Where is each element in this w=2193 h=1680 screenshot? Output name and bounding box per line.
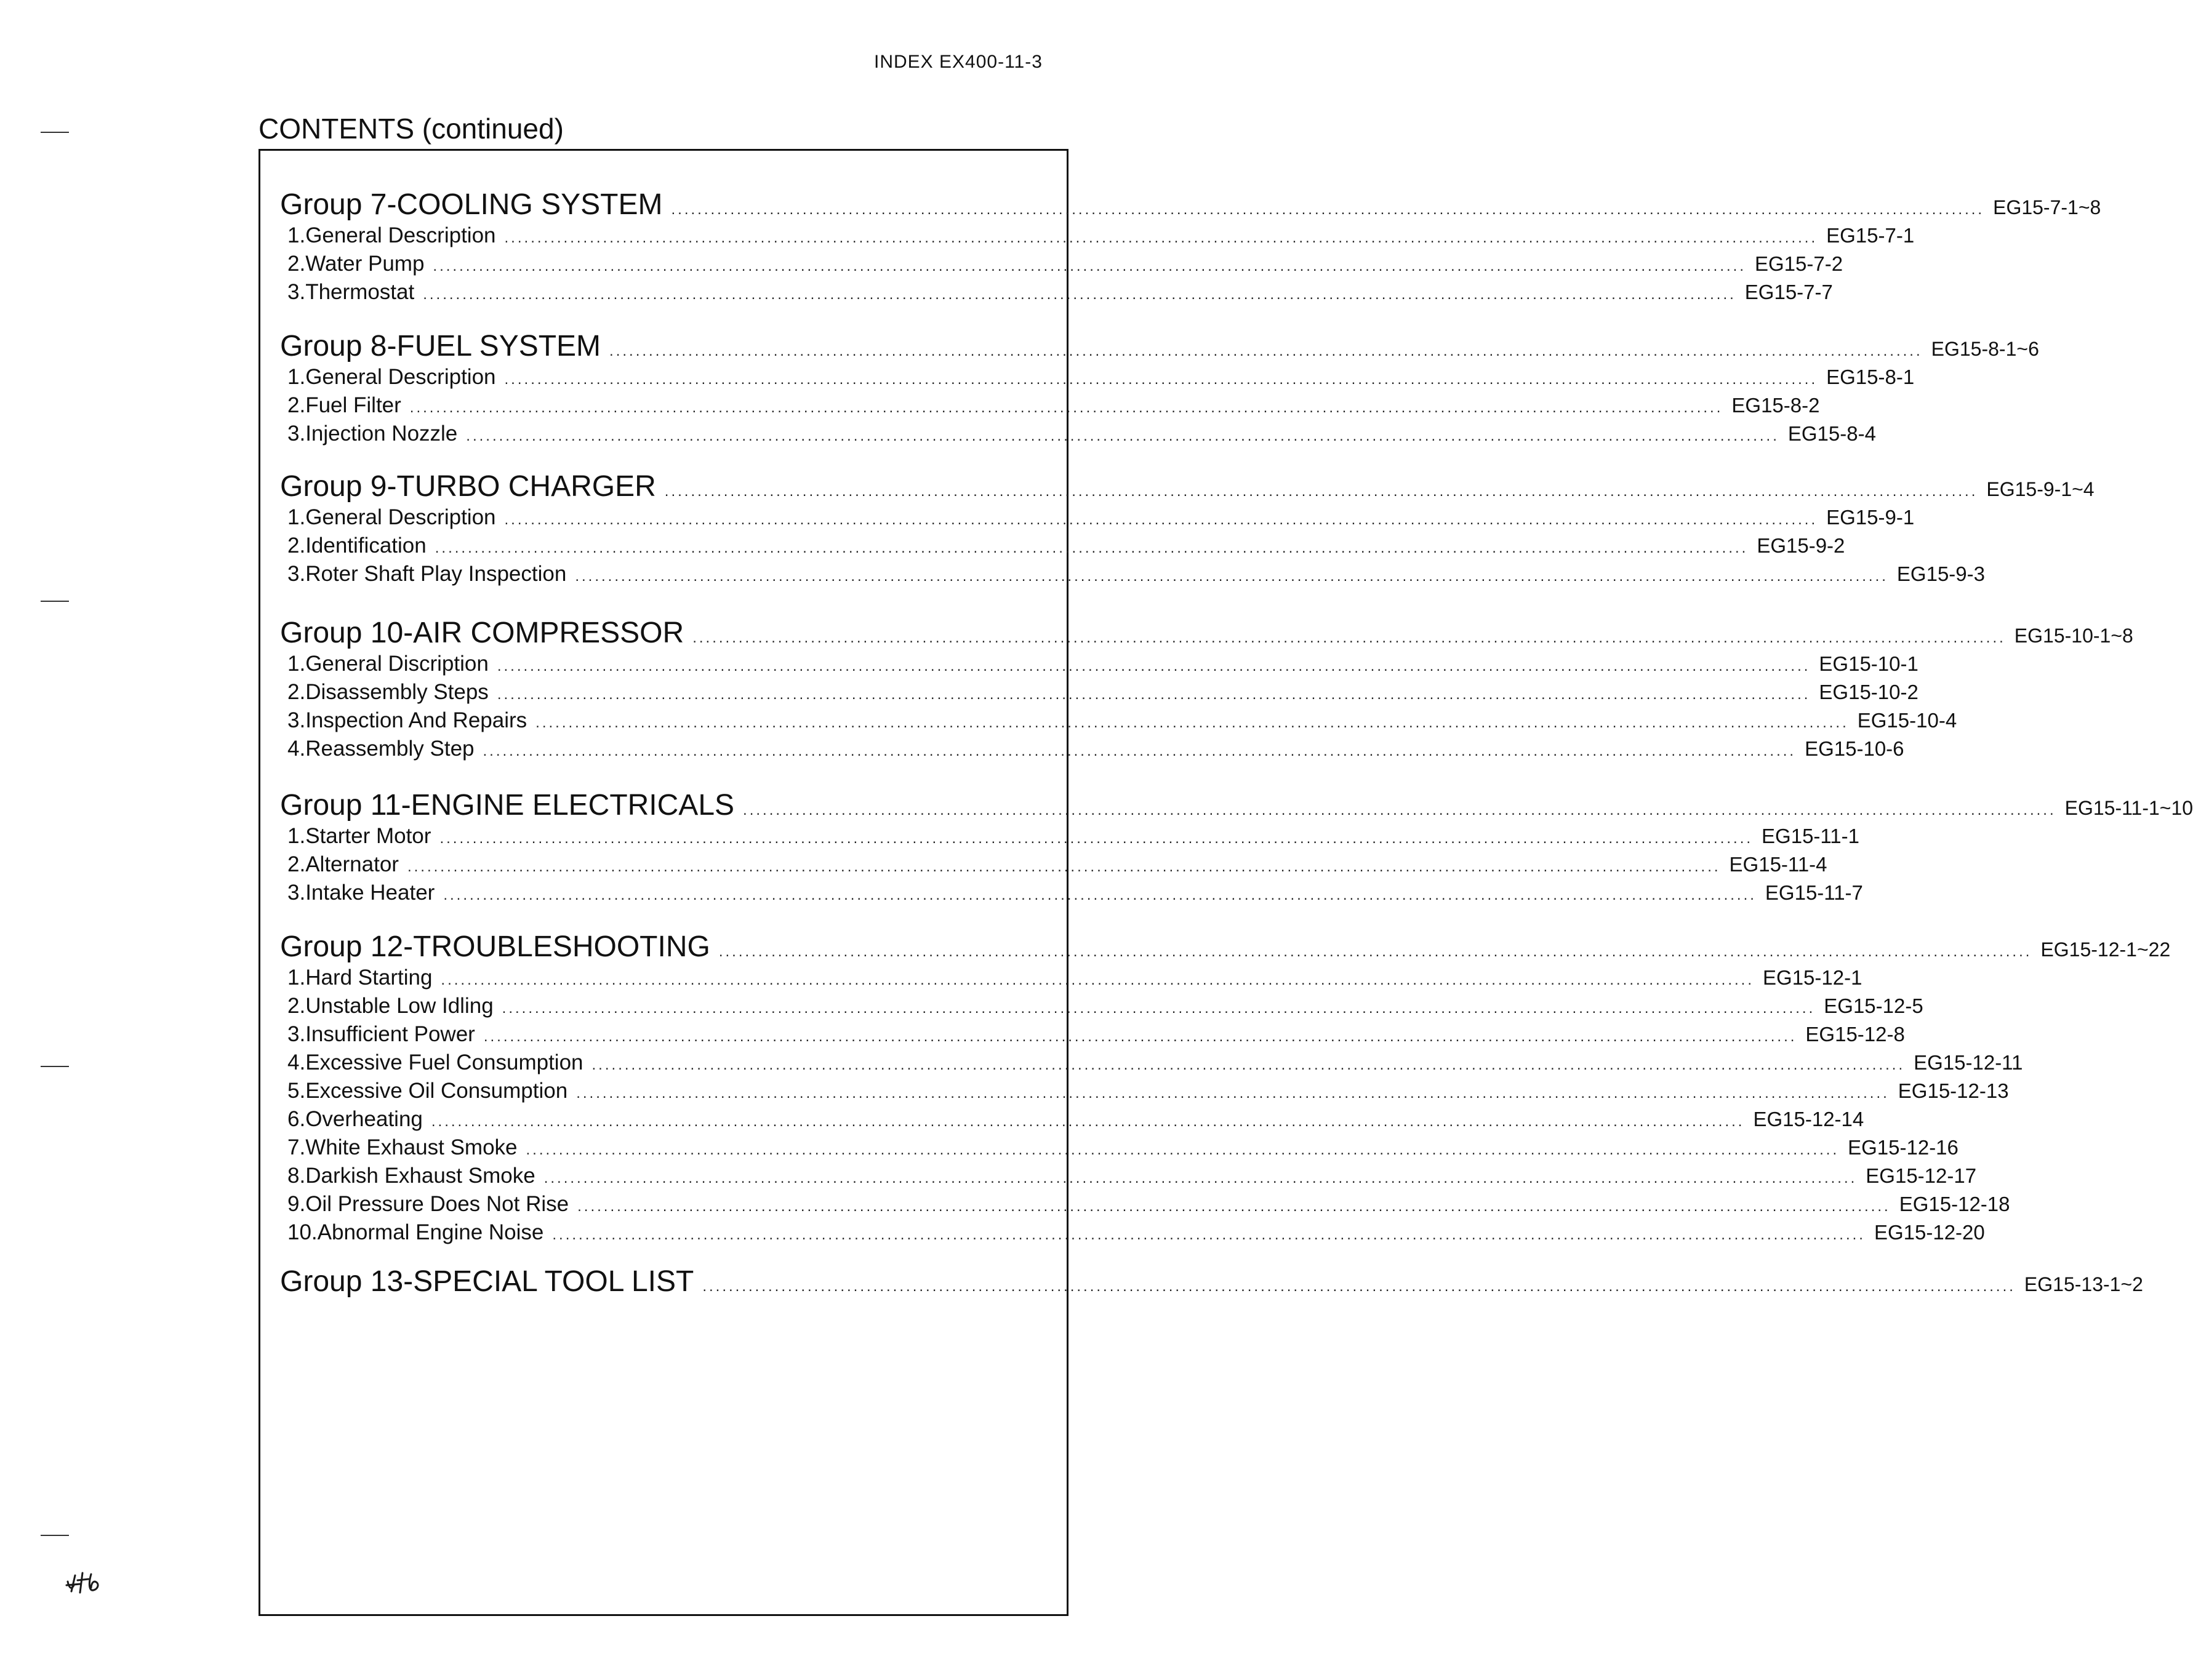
dot-leader: ........................................................................................................................................................................................................ (609, 343, 1923, 359)
item-page: EG15-12-18 (1899, 1193, 2010, 1215)
item-number: 2. (287, 393, 306, 417)
item-label: Disassembly Steps (305, 680, 489, 704)
item-label: General Description (305, 223, 496, 247)
group-heading[interactable] (280, 930, 2171, 966)
dot-leader: ........................................................................................................................................................................................................ (431, 1113, 1745, 1130)
item-number: 2. (287, 994, 306, 1018)
group-page-range: EG15-11-1~10 (2064, 797, 2193, 819)
dot-leader: ........................................................................................................................................................................................................ (671, 201, 1985, 218)
item-page: EG15-12-13 (1898, 1079, 2009, 1102)
item-number: 5. (287, 1079, 306, 1103)
toc-item[interactable] (280, 1220, 1985, 1249)
item-number: 3. (287, 280, 306, 304)
item-label: Intake Heater (305, 881, 435, 905)
toc-item[interactable] (280, 737, 1904, 765)
toc-item[interactable] (280, 534, 1845, 562)
toc-item[interactable] (280, 1022, 1905, 1050)
dot-leader: ........................................................................................................................................................................................................ (718, 943, 2032, 960)
item-page: EG15-9-1 (1826, 506, 1915, 529)
item-page: EG15-9-3 (1896, 562, 1985, 585)
dot-leader: ........................................................................................................................................................................................................ (591, 1057, 1906, 1073)
toc-item[interactable] (280, 1050, 2023, 1079)
item-label: Excessive Oil Consumption (305, 1079, 568, 1103)
item-number: 1. (287, 966, 306, 990)
toc-item[interactable] (280, 505, 1915, 534)
group-title: Group 12-TROUBLESHOOTING (280, 930, 710, 963)
dot-leader: ........................................................................................................................................................................................................ (552, 1226, 1866, 1243)
item-number: 7. (287, 1135, 306, 1159)
item-page: EG15-12-8 (1805, 1023, 1905, 1046)
group-title: Group 10-AIR COMPRESSOR (280, 617, 684, 649)
dot-leader: ........................................................................................................................................................................................................ (497, 686, 1811, 703)
dot-leader: ........................................................................................................................................................................................................ (443, 887, 1757, 903)
toc-item[interactable] (280, 365, 1915, 393)
dot-leader: ........................................................................................................................................................................................................ (439, 830, 1754, 847)
item-number: 6. (287, 1107, 306, 1131)
item-number: 3. (287, 562, 306, 586)
item-number: 2. (287, 852, 306, 876)
toc-item[interactable] (280, 1107, 1864, 1135)
dot-leader: ........................................................................................................................................................................................................ (497, 658, 1811, 674)
dot-leader: ........................................................................................................................................................................................................ (504, 230, 1818, 246)
toc-item[interactable] (280, 824, 1860, 852)
item-label: Inspection And Repairs (305, 708, 527, 732)
item-label: General Description (305, 505, 496, 529)
item-number: 3. (287, 881, 306, 905)
item-number: 2. (287, 680, 306, 704)
item-number: 2. (287, 252, 306, 276)
item-label: Injection Nozzle (305, 422, 458, 446)
item-number: 9. (287, 1192, 306, 1216)
toc-item[interactable] (280, 680, 1918, 708)
item-label: Insufficient Power (305, 1022, 475, 1046)
toc-item[interactable] (280, 562, 1985, 590)
toc-group-special-tool-list (280, 1265, 2143, 1300)
toc-item[interactable] (280, 393, 1820, 422)
item-label: Oil Pressure Does Not Rise (305, 1192, 569, 1216)
dot-leader: ........................................................................................................................................................................................................ (407, 858, 1721, 875)
item-page: EG15-12-17 (1866, 1164, 1977, 1187)
margin-mark (41, 1535, 69, 1536)
dot-leader: ........................................................................................................................................................................................................ (435, 540, 1749, 556)
page-index-label: INDEX EX400-11-3 (874, 52, 1043, 72)
item-number: 2. (287, 534, 306, 558)
item-number: 3. (287, 422, 306, 446)
item-page: EG15-11-1 (1762, 825, 1860, 847)
item-page: EG15-9-2 (1757, 534, 1845, 557)
dot-leader: ........................................................................................................................................................................................................ (502, 1000, 1816, 1017)
toc-item[interactable] (280, 1135, 1958, 1164)
dot-leader: ........................................................................................................................................................................................................ (466, 428, 1779, 444)
toc-item[interactable] (280, 652, 1918, 680)
toc-group-fuel-system (280, 329, 2039, 450)
dot-leader: ........................................................................................................................................................................................................ (575, 568, 1888, 585)
toc-item[interactable] (280, 223, 1915, 252)
item-label: Reassembly Step (305, 737, 475, 761)
group-page-range: EG15-7-1~8 (1993, 196, 2101, 218)
toc-item[interactable] (280, 708, 1957, 737)
handwritten-note-signature (64, 1570, 114, 1599)
item-page: EG15-12-20 (1874, 1221, 1985, 1244)
margin-mark (41, 601, 69, 602)
item-page: EG15-8-2 (1731, 394, 1820, 417)
item-number: 1. (287, 223, 306, 247)
toc-item[interactable] (280, 1079, 2009, 1107)
dot-leader: ........................................................................................................................................................................................................ (535, 714, 1849, 731)
toc-item[interactable] (280, 966, 1862, 994)
toc-group-air-compressor (280, 616, 2133, 765)
item-page: EG15-10-1 (1819, 652, 1918, 675)
item-number: 4. (287, 737, 306, 761)
dot-leader: ........................................................................................................................................................................................................ (576, 1085, 1890, 1102)
group-page-range: EG15-10-1~8 (2014, 625, 2133, 647)
item-label: Roter Shaft Play Inspection (305, 562, 567, 586)
item-label: Hard Starting (305, 966, 433, 990)
item-label: White Exhaust Smoke (305, 1135, 518, 1159)
item-number: 3. (287, 1022, 306, 1046)
item-page: EG15-10-6 (1805, 737, 1904, 760)
item-label: Identification (305, 534, 427, 558)
item-label: General Discription (305, 652, 489, 676)
item-page: EG15-8-1 (1826, 366, 1915, 388)
dot-leader: ........................................................................................................................................................................................................ (577, 1198, 1891, 1215)
item-label: Alternator (305, 852, 399, 876)
toc-item[interactable] (280, 422, 1876, 450)
item-label: Unstable Low Idling (305, 994, 494, 1018)
item-label: Darkish Exhaust Smoke (305, 1164, 535, 1188)
item-number: 3. (287, 708, 306, 732)
dot-leader: ........................................................................................................................................................................................................ (483, 1028, 1797, 1045)
item-label: Thermostat (305, 280, 415, 304)
group-heading[interactable] (280, 616, 2133, 652)
group-heading[interactable] (280, 1265, 2143, 1300)
item-page: EG15-8-4 (1787, 422, 1876, 445)
group-page-range: EG15-13-1~2 (2024, 1273, 2143, 1295)
toc-item[interactable] (280, 994, 1923, 1022)
toc-group-engine-electricals (280, 788, 2193, 909)
item-label: Starter Motor (305, 824, 431, 848)
item-label: Water Pump (305, 252, 425, 276)
toc-item[interactable] (280, 881, 1863, 909)
group-page-range: EG15-9-1~4 (1986, 478, 2095, 500)
dot-leader: ........................................................................................................................................................................................................ (483, 743, 1797, 759)
dot-leader: ........................................................................................................................................................................................................ (692, 630, 2006, 646)
group-title: Group 13-SPECIAL TOOL LIST (280, 1265, 694, 1298)
item-page: EG15-12-1 (1763, 966, 1862, 989)
item-label: Abnormal Engine Noise (317, 1220, 544, 1244)
group-title: Group 7-COOLING SYSTEM (280, 188, 663, 221)
item-page: EG15-7-7 (1744, 281, 1833, 303)
item-label: Excessive Fuel Consumption (305, 1050, 583, 1074)
group-heading[interactable] (280, 470, 2095, 505)
toc-group-troubleshooting (280, 930, 2171, 1249)
item-number: 1. (287, 652, 306, 676)
margin-mark (41, 132, 69, 133)
item-page: EG15-7-2 (1755, 252, 1843, 275)
dot-leader: ........................................................................................................................................................................................................ (504, 371, 1818, 388)
item-number: 1. (287, 824, 306, 848)
dot-leader: ........................................................................................................................................................................................................ (423, 286, 1736, 303)
toc-item[interactable] (280, 852, 1827, 881)
dot-leader: ........................................................................................................................................................................................................ (664, 483, 1978, 500)
item-number: 1. (287, 365, 306, 389)
item-page: EG15-12-5 (1824, 994, 1923, 1017)
item-page: EG15-12-14 (1753, 1108, 1864, 1130)
toc-group-cooling-system (280, 188, 2101, 308)
item-page: EG15-12-16 (1848, 1136, 1958, 1159)
item-number: 4. (287, 1050, 306, 1074)
dot-leader: ........................................................................................................................................................................................................ (409, 399, 1723, 416)
item-label: Overheating (305, 1107, 423, 1131)
group-page-range: EG15-12-1~22 (2040, 938, 2171, 961)
group-page-range: EG15-8-1~6 (1931, 338, 2039, 360)
item-page: EG15-7-1 (1826, 224, 1915, 247)
dot-leader: ........................................................................................................................................................................................................ (441, 972, 1755, 988)
item-page: EG15-12-11 (1914, 1051, 2023, 1074)
item-page: EG15-10-4 (1857, 709, 1957, 732)
toc-item[interactable] (280, 280, 1833, 308)
group-title: Group 8-FUEL SYSTEM (280, 330, 601, 362)
toc-item[interactable] (280, 252, 1843, 280)
dot-leader: ........................................................................................................................................................................................................ (433, 258, 1746, 274)
dot-leader: ........................................................................................................................................................................................................ (526, 1142, 1840, 1158)
toc-box (259, 149, 2193, 1616)
toc-group-turbo-charger (280, 470, 2095, 590)
item-label: General Description (305, 365, 496, 389)
group-heading[interactable] (280, 329, 2039, 365)
item-number: 8. (287, 1164, 306, 1188)
toc-item[interactable] (280, 1192, 2010, 1220)
group-heading[interactable] (280, 188, 2101, 223)
toc-item[interactable] (280, 1164, 1977, 1192)
group-title: Group 9-TURBO CHARGER (280, 470, 656, 503)
dot-leader: ........................................................................................................................................................................................................ (504, 511, 1818, 528)
dot-leader: ........................................................................................................................................................................................................ (702, 1278, 2016, 1295)
item-page: EG15-10-2 (1819, 681, 1918, 703)
group-title: Group 11-ENGINE ELECTRICALS (280, 789, 735, 822)
group-heading[interactable] (280, 788, 2193, 824)
dot-leader: ........................................................................................................................................................................................................ (743, 802, 2056, 818)
item-number: 1. (287, 505, 306, 529)
contents-title: CONTENTS (continued) (259, 113, 564, 145)
item-page: EG15-11-7 (1765, 881, 1863, 904)
margin-mark (41, 1066, 69, 1067)
dot-leader: ........................................................................................................................................................................................................ (543, 1170, 1858, 1186)
item-page: EG15-11-4 (1729, 853, 1827, 876)
item-number: 10. (287, 1220, 318, 1244)
item-label: Fuel Filter (305, 393, 401, 417)
